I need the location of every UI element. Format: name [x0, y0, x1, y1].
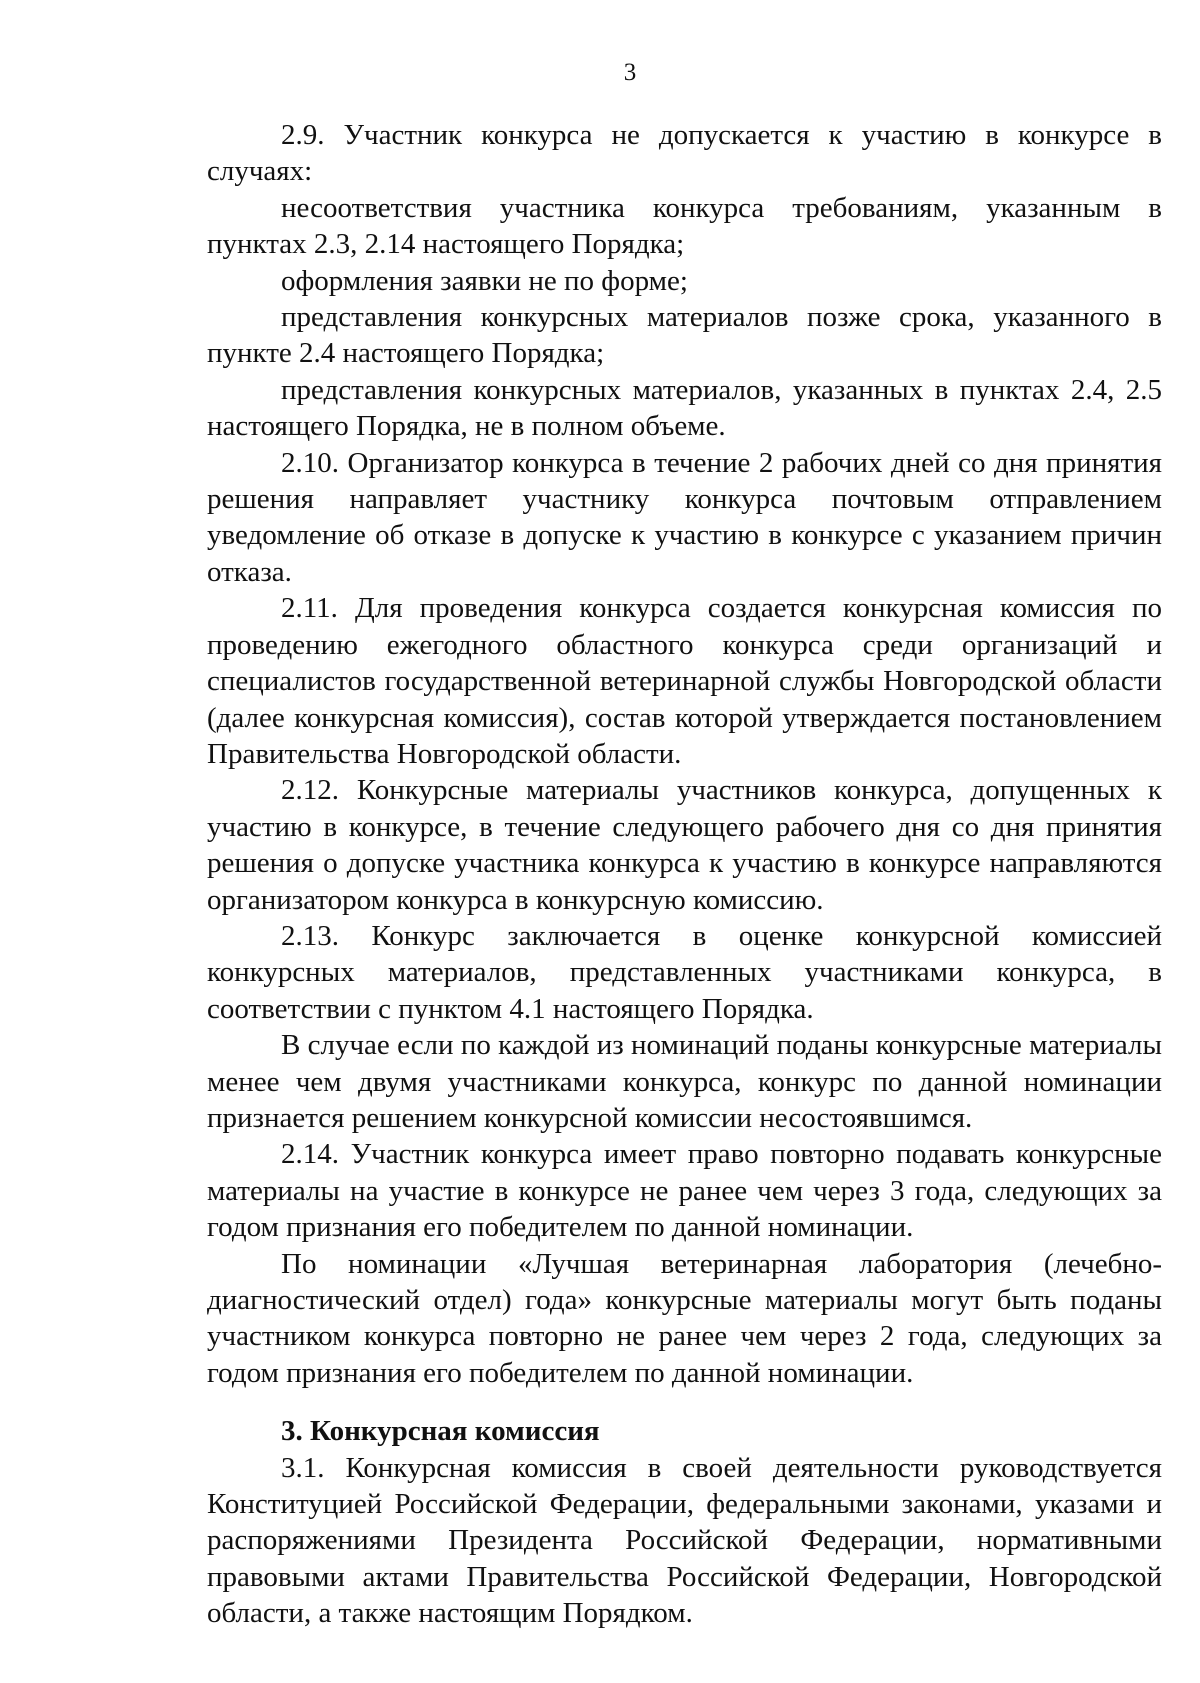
paragraph-form: оформления заявки не по форме;	[281, 264, 688, 297]
paragraph-insufficient-participants: В случае если по каждой из номинаций поданы конкурсные материалы менее чем двумя участниками конкурса, конкурс по данной номинации признается решением конкурсной комиссии несостоявшимся.	[207, 1029, 1162, 1134]
document-body	[207, 117, 1162, 1632]
paragraph-2-14: 2.14. Участник конкурса имеет право повторно подавать конкурсные материалы на участие в конкурсе не ранее чем через 3 года, следующих за годом признания его победителем по данной номинации.	[207, 1138, 1162, 1244]
paragraph-laboratory-nomination: По номинации «Лучшая ветеринарная лаборатория (лечебно-диагностический отдел) года» конкурсные материалы могут быть поданы участником конкурса повторно не ранее чем через 2 года, следующих за годом признания его победителем по данной номинации.	[207, 1247, 1162, 1389]
paragraph-2-11: 2.11. Для проведения конкурса создается конкурсная комиссия по проведению ежегодного областного конкурса среди организаций и специалистов государственной ветеринарной службы Новгородской области (далее конкурсная комиссия), состав которой утверждается постановлением Правительства Новгородской области.	[207, 592, 1162, 770]
paragraph-3-1: 3.1. Конкурсная комиссия в своей деятельности руководствуется Конституцией Российской Федерации, федеральными законами, указами и распоряжениями Президента Российской Федерации, нормативными правовыми актами Правительства Российской Федерации, Новгородской области, а также настоящим Порядком.	[207, 1451, 1162, 1630]
paragraph-2-12: 2.12. Конкурсные материалы участников конкурса, допущенных к участию в конкурсе, в течение следующего рабочего дня со дня принятия решения о допуске участника конкурса к участию в конкурсе направляются организатором конкурса в конкурсную комиссию.	[207, 774, 1162, 916]
paragraph-2-13: 2.13. Конкурс заключается в оценке конкурсной комиссией конкурсных материалов, представленных участниками конкурса, в соответствии с пунктом 4.1 настоящего Порядка.	[207, 919, 1162, 1025]
paragraph-nonconformity: несоответствия участника конкурса требованиям, указанным в пунктах 2.3, 2.14 настоящего Порядка;	[207, 191, 1162, 261]
paragraph-2-10: 2.10. Организатор конкурса в течение 2 рабочих дней со дня принятия решения направляет участнику конкурса почтовым отправлением уведомление об отказе в допуске к участию в конкурсе с указанием причин отказа.	[207, 446, 1162, 588]
paragraph-late-submission: представления конкурсных материалов позже срока, указанного в пункте 2.4 настоящего Порядка;	[207, 301, 1162, 370]
paragraph-incomplete-submission: представления конкурсных материалов, указанных в пунктах 2.4, 2.5 настоящего Порядка, не в полном объеме.	[207, 373, 1162, 443]
paragraph-2-9: 2.9. Участник конкурса не допускается к участию в конкурсе в случаях:	[207, 119, 1162, 188]
section-heading: 3. Конкурсная комиссия	[281, 1415, 600, 1448]
page-number: 3	[623, 59, 637, 86]
